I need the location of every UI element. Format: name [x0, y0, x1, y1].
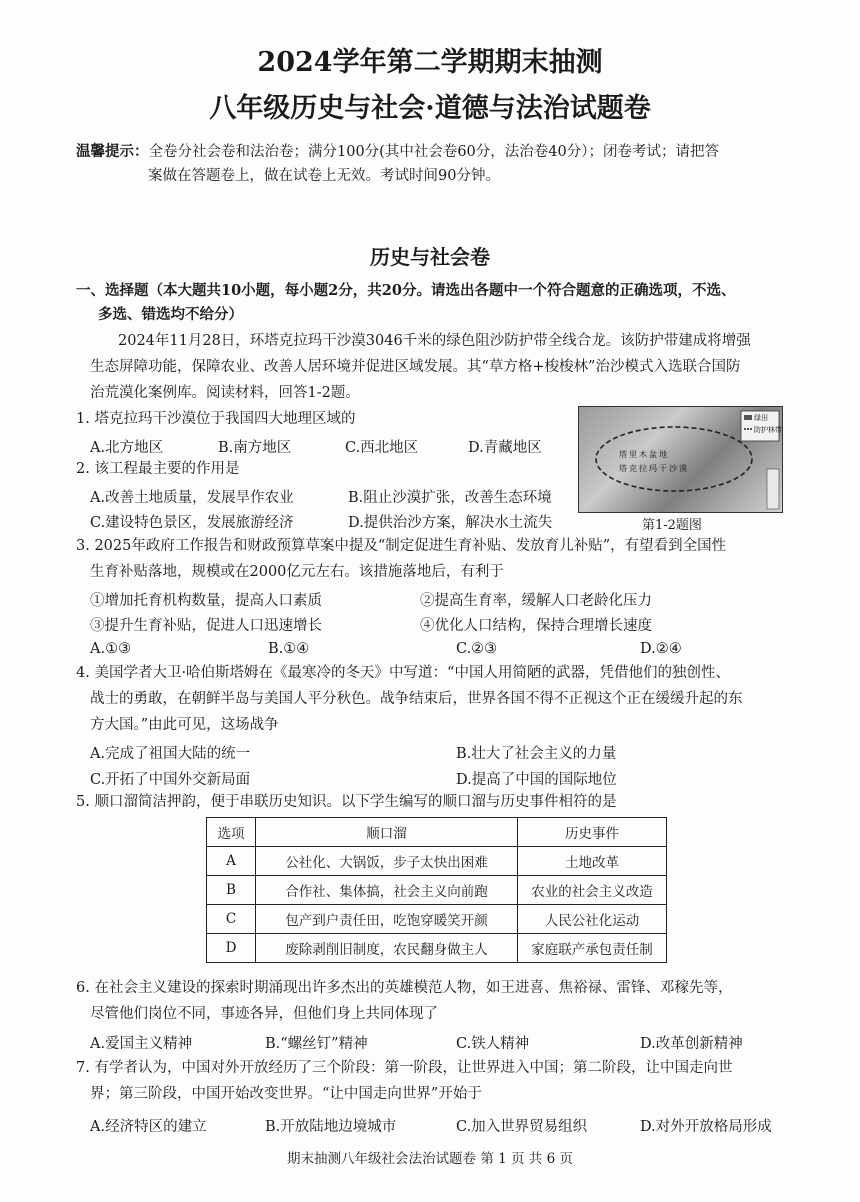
- q7-option-c: C.加入世界贸易组织: [456, 1119, 588, 1135]
- table-row: [207, 876, 667, 905]
- notice-text-2: 案做在答题卷上，做在试卷上无效。考试时间90分钟。: [148, 168, 500, 184]
- q3-stem-1: 3. 2025年政府工作报告和财政预算草案中提及“制定促进生育补贴、发放育儿补贴”，有望看到全国性: [76, 538, 727, 554]
- q6-option-d: D.改革创新精神: [640, 1036, 743, 1052]
- q4-option-c: C.开拓了中国外交新局面: [90, 772, 251, 788]
- table-cell: 包产到户责任田，吃饱穿暖笑开颜: [256, 905, 518, 934]
- q4-stem-3: 方大国。”由此可见，这场战争: [90, 717, 279, 733]
- elevation-scale: [767, 469, 779, 509]
- table-cell: D: [207, 934, 256, 963]
- q3-option-a: A.①③: [90, 641, 132, 657]
- q1-option-a: A.北方地区: [90, 440, 164, 456]
- q5-stem: 5. 顺口溜简洁押韵，便于串联历史知识。以下学生编写的顺口溜与历史事件相符的是: [76, 794, 617, 810]
- q3-option-c: C.②③: [456, 641, 498, 657]
- q3-option-d: D.②④: [640, 641, 682, 657]
- q1-option-d: D.青藏地区: [468, 440, 542, 456]
- q7-stem-1: 7. 有学者认为，中国对外开放经历了三个阶段：第一阶段，让世界进入中国；第二阶段，让中国走向世: [76, 1060, 733, 1076]
- q3-item-2: ②提高生育率，缓解人口老龄化压力: [420, 593, 652, 609]
- legend-green: 绿田: [754, 414, 768, 422]
- notice: [76, 140, 796, 188]
- q7-stem-2: 界；第三阶段，中国开始改变世界。“让中国走向世界”开始于: [90, 1086, 482, 1102]
- q4-option-b: B.壮大了社会主义的力量: [456, 746, 617, 762]
- notice-text-1: 全卷分社会卷和法治卷；满分100分(其中社会卷60分，法治卷40分）；闭卷考试；请把答: [148, 144, 719, 160]
- q6-option-c: C.铁人精神: [456, 1036, 530, 1052]
- passage-line-3: 治荒漠化案例库。阅读材料，回答1-2题。: [90, 385, 360, 401]
- table-cell: 合作社、集体搞，社会主义向前跑: [256, 876, 518, 905]
- q3-item-1: ①增加托育机构数量，提高人口素质: [90, 593, 322, 609]
- table-row: [207, 905, 667, 934]
- q4-stem-2: 战士的勇敢，在朝鲜半岛与美国人平分秋色。战争结束后，世界各国不得不正视这个正在缓缓升起的东: [90, 691, 743, 707]
- passage-line-1: 2024年11月28日，环塔克拉玛干沙漠3046千米的绿色阻沙防护带全线合龙。该防护带建成将增强: [118, 333, 751, 349]
- table-cell: B: [207, 876, 256, 905]
- table-cell: 土地改革: [518, 847, 667, 876]
- table-header-row: [207, 818, 667, 847]
- table-row: [207, 934, 667, 963]
- q2-option-c: C.建设特色景区，发展旅游经济: [90, 515, 294, 531]
- q4-option-d: D.提高了中国的国际地位: [456, 772, 617, 788]
- table-cell: 人民公社化运动: [518, 905, 667, 934]
- q4-option-a: A.完成了祖国大陆的统一: [90, 746, 251, 762]
- table-cell: 农业的社会主义改造: [518, 876, 667, 905]
- map-graphic: [579, 407, 782, 512]
- q7-option-b: B.开放陆地边境城市: [265, 1119, 397, 1135]
- legend-swatch-green: [744, 415, 752, 420]
- q2-stem: 2. 该工程最主要的作用是: [76, 461, 240, 477]
- table-cell: 废除剥削旧制度，农民翻身做主人: [256, 934, 518, 963]
- q3-stem-2: 生育补贴落地，规模或在2000亿元左右。该措施落地后，有利于: [90, 564, 504, 580]
- desert-map-image: [578, 406, 783, 513]
- table-header-cell: 选项: [207, 818, 256, 847]
- q6-stem-2: 尽管他们岗位不同，事迹各异，但他们身上共同体现了: [90, 1006, 438, 1022]
- table-cell: 公社化、大锅饭，步子太快出困难: [256, 847, 518, 876]
- exam-title-line1: 2024学年第二学期期末抽测: [257, 47, 603, 78]
- q3-option-b: B.①④: [268, 641, 310, 657]
- q6-option-b: B.“螺丝钉”精神: [265, 1036, 368, 1052]
- section-title: 历史与社会卷: [370, 245, 490, 269]
- map-caption: 第1-2题图: [642, 518, 702, 533]
- exam-title-line2: 八年级历史与社会·道德与法治试题卷: [209, 93, 651, 124]
- q7-option-d: D.对外开放格局形成: [640, 1119, 772, 1135]
- q4-stem-1: 4. 美国学者大卫·哈伯斯塔姆在《最寒冷的冬天》中写道：“中国人用简陋的武器，凭借他们的独创性、: [76, 665, 730, 681]
- q1-stem: 1. 塔克拉玛干沙漠位于我国四大地理区域的: [76, 411, 356, 427]
- page-footer: 期末抽测八年级社会法治试题卷 第 1 页 共 6 页: [287, 1151, 573, 1167]
- q3-item-4: ④优化人口结构，保持合理增长速度: [420, 618, 652, 634]
- protection-belt-loop: [596, 427, 752, 491]
- q1-option-c: C.西北地区: [345, 440, 419, 456]
- label-basin: 塔 里 木 盆 地: [619, 450, 667, 459]
- q1-option-b: B.南方地区: [218, 440, 292, 456]
- part1-heading-1: 一、选择题（本大题共10小题，每小题2分，共20分。请选出各题中一个符合题意的正确选项，不选、: [76, 282, 736, 299]
- q2-option-d: D.提供治沙方案，解决水土流失: [348, 515, 553, 531]
- table-header-cell: 顺口溜: [256, 818, 518, 847]
- q6-option-a: A.爱国主义精神: [90, 1036, 193, 1052]
- part1-heading-2: 多选、错选均不给分）: [98, 306, 243, 323]
- q5-table: [206, 817, 667, 963]
- q2-option-b: B.阻止沙漠扩张，改善生态环境: [348, 490, 552, 506]
- q7-option-a: A.经济特区的建立: [90, 1119, 207, 1135]
- table-row: [207, 847, 667, 876]
- table-cell: C: [207, 905, 256, 934]
- legend-belt: 防护林带: [754, 426, 782, 434]
- q6-stem-1: 6. 在社会主义建设的探索时期涌现出许多杰出的英雄模范人物，如王进喜、焦裕禄、雷锋、邓稼先等，: [76, 980, 733, 996]
- q2-option-a: A.改善土地质量，发展旱作农业: [90, 490, 294, 506]
- passage-line-2: 生态屏障功能，保障农业、改善人居环境并促进区域发展。其“草方格+梭梭林”治沙模式入选联合国防: [90, 359, 741, 375]
- table-cell: 家庭联产承包责任制: [518, 934, 667, 963]
- notice-label: 温馨提示：: [76, 143, 149, 160]
- table-cell: A: [207, 847, 256, 876]
- table-header-cell: 历史事件: [518, 818, 667, 847]
- label-desert: 塔 克 拉 玛 干 沙 漠: [619, 464, 687, 473]
- q3-item-3: ③提升生育补贴，促进人口迅速增长: [90, 618, 322, 634]
